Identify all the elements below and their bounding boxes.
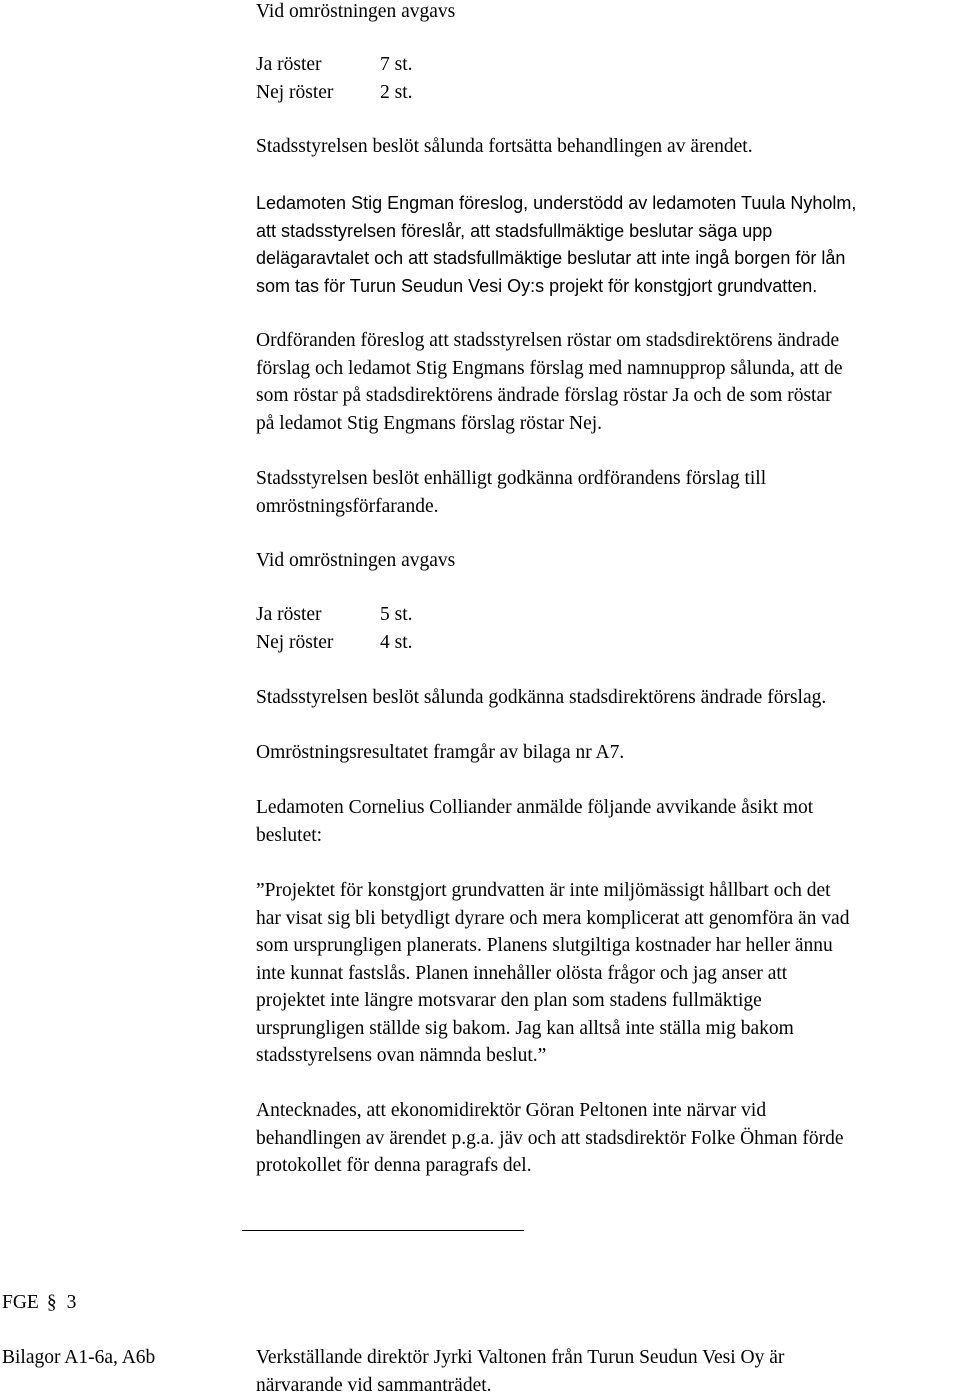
chair-line-2: förslag och ledamot Stig Engmans förslag med namnupprop sålunda, att de — [256, 358, 843, 379]
dissent-quote-line-5: projektet inte längre motsvarar den plan som stadens fullmäktige — [256, 990, 762, 1011]
noted-line-1: Antecknades, att ekonomidirektör Göran Peltonen inte närvar vid — [256, 1100, 767, 1121]
vote2-no-row — [256, 629, 413, 657]
chair-line-1: Ordföranden föreslog att stadsstyrelsen röstar om stadsdirektörens ändrade — [256, 330, 840, 351]
dissent-quote-line-4: inte kunnat fastslås. Planen innehåller olösta frågor och jag anser att — [256, 963, 788, 984]
vote1-yes-value: 7 st. — [380, 54, 413, 75]
noted-line-2: behandlingen av ärendet p.g.a. jäv och att stadsdirektör Folke Öhman förde — [256, 1128, 844, 1149]
attendance-line-2: närvarande vid sammanträdet. — [256, 1375, 492, 1396]
vote1-heading: Vid omröstningen avgavs — [256, 1, 456, 22]
engman-line-4: som tas för Turun Seudun Vesi Oy:s projekt för konstgjort grundvatten. — [256, 276, 818, 296]
vote2-no-value: 4 st. — [380, 632, 413, 653]
vote2-yes-value: 5 st. — [380, 604, 413, 625]
dissent-intro-line-1: Ledamoten Cornelius Colliander anmälde följande avvikande åsikt mot — [256, 797, 814, 818]
attachments-label: Bilagor A1-6a, A6b — [2, 1347, 156, 1368]
dissent-quote-line-6: ursprungligen ställde sig bakom. Jag kan alltså inte ställa mig bakom — [256, 1018, 794, 1039]
vote1-yes-row — [256, 51, 413, 79]
vote1-no-label: Nej röster — [256, 82, 334, 103]
result-paragraph: Omröstningsresultatet framgår av bilaga nr A7. — [256, 742, 625, 763]
dissent-quote-line-1: ”Projektet för konstgjort grundvatten är inte miljömässigt hållbart och det — [256, 880, 831, 901]
decision2-paragraph: Stadsstyrelsen beslöt sålunda godkänna stadsdirektörens ändrade förslag. — [256, 687, 827, 708]
section-number: 3 — [66, 1292, 77, 1313]
unanimous-line-2: omröstningsförfarande. — [256, 496, 439, 517]
unanimous-line-1: Stadsstyrelsen beslöt enhälligt godkänna ordförandens förslag till — [256, 468, 767, 489]
engman-line-2: att stadsstyrelsen föreslår, att stadsfullmäktige beslutar säga upp — [256, 221, 773, 241]
noted-line-3: protokollet för denna paragrafs del. — [256, 1155, 532, 1176]
dissent-intro-line-2: beslutet: — [256, 825, 323, 846]
section-prefix: FGE — [2, 1292, 39, 1313]
chair-line-3: som röstar på stadsdirektörens ändrade förslag röstar Ja och de som röstar — [256, 385, 832, 406]
vote2-yes-label: Ja röster — [256, 604, 322, 625]
vote1-yes-label: Ja röster — [256, 54, 322, 75]
section-separator — [242, 1230, 524, 1231]
section-sign: § — [46, 1292, 57, 1313]
engman-line-1: Ledamoten Stig Engman föreslog, understödd av ledamoten Tuula Nyholm, — [256, 193, 857, 213]
attendance-line-1: Verkställande direktör Jyrki Valtonen från Turun Seudun Vesi Oy är — [256, 1347, 785, 1368]
vote2-heading: Vid omröstningen avgavs — [256, 550, 456, 571]
engman-line-3: delägaravtalet och att stadsfullmäktige beslutar att inte ingå borgen för lån — [256, 248, 846, 268]
vote2-yes-row — [256, 601, 413, 629]
dissent-quote-line-7: stadsstyrelsens ovan nämnda beslut.” — [256, 1045, 547, 1066]
dissent-quote-line-3: som ursprungligen planerats. Planens slutgiltiga kostnader har heller ännu — [256, 935, 833, 956]
chair-line-4: på ledamot Stig Engmans förslag röstar Nej. — [256, 413, 603, 434]
vote1-no-value: 2 st. — [380, 82, 413, 103]
section-heading — [2, 1289, 76, 1317]
vote2-no-label: Nej röster — [256, 632, 334, 653]
decision1-paragraph: Stadsstyrelsen beslöt sålunda fortsätta behandlingen av ärendet. — [256, 136, 753, 157]
dissent-quote-line-2: har visat sig bli betydligt dyrare och mera komplicerat att genomföra än vad — [256, 908, 850, 929]
vote1-no-row — [256, 79, 413, 107]
